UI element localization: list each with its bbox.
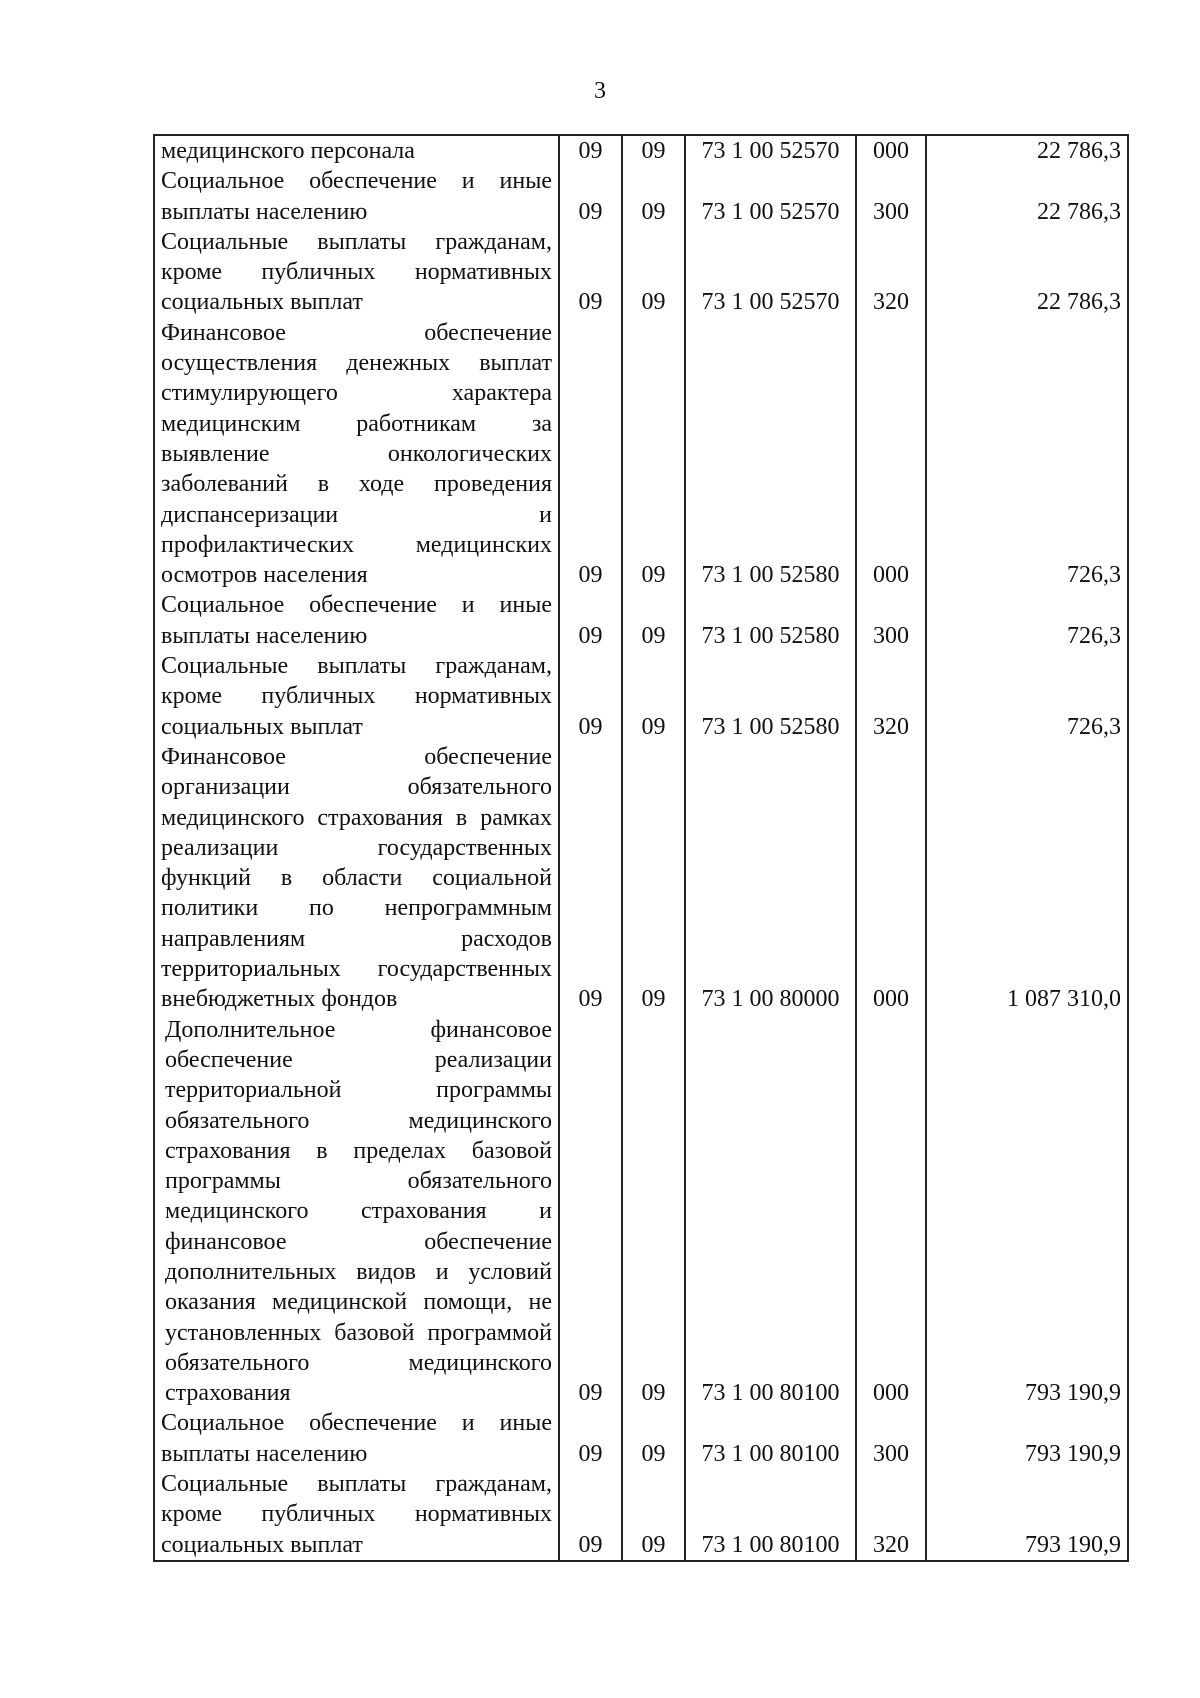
row-vr: 000 <box>856 318 926 591</box>
row-amount: 22 786,3 <box>926 166 1128 227</box>
row-name: Социальное обеспечение и иные выплаты населению <box>154 1408 559 1469</box>
row-pr: 09 <box>622 318 685 591</box>
row-pr: 09 <box>622 1408 685 1469</box>
row-amount: 793 190,9 <box>926 1469 1128 1561</box>
row-amount: 22 786,3 <box>926 227 1128 318</box>
row-name: Социальные выплаты гражданам, кроме публичных нормативных социальных выплат <box>154 227 559 318</box>
table-row <box>154 227 1128 318</box>
row-csr: 73 1 00 52580 <box>685 651 856 742</box>
table-row <box>154 590 1128 651</box>
row-rz: 09 <box>559 742 622 1015</box>
row-vr: 000 <box>856 742 926 1015</box>
table-row <box>154 1015 1128 1409</box>
budget-table <box>153 134 1129 1562</box>
row-pr: 09 <box>622 166 685 227</box>
row-rz: 09 <box>559 1469 622 1561</box>
row-csr: 73 1 00 80000 <box>685 742 856 1015</box>
row-name: Социальное обеспечение и иные выплаты населению <box>154 166 559 227</box>
row-amount: 22 786,3 <box>926 135 1128 166</box>
table-row <box>154 166 1128 227</box>
row-rz: 09 <box>559 227 622 318</box>
row-rz: 09 <box>559 166 622 227</box>
row-rz: 09 <box>559 318 622 591</box>
row-name: Финансовое обеспечение организации обязательного медицинского страхования в рамках реализации государственных функций в области социальной политики по непрограммным направлениям расходов территориальных государственных внебюджетных фондов <box>154 742 559 1015</box>
row-csr: 73 1 00 52570 <box>685 227 856 318</box>
row-name: Социальное обеспечение и иные выплаты населению <box>154 590 559 651</box>
row-rz: 09 <box>559 1015 622 1409</box>
row-vr: 320 <box>856 651 926 742</box>
page-number: 3 <box>594 78 606 104</box>
row-pr: 09 <box>622 227 685 318</box>
row-rz: 09 <box>559 1408 622 1469</box>
row-csr: 73 1 00 52570 <box>685 166 856 227</box>
row-vr: 300 <box>856 590 926 651</box>
row-rz: 09 <box>559 135 622 166</box>
row-vr: 000 <box>856 135 926 166</box>
row-vr: 300 <box>856 1408 926 1469</box>
table-row <box>154 651 1128 742</box>
row-pr: 09 <box>622 135 685 166</box>
row-amount: 793 190,9 <box>926 1015 1128 1409</box>
row-rz: 09 <box>559 651 622 742</box>
row-pr: 09 <box>622 1469 685 1561</box>
row-vr: 320 <box>856 1469 926 1561</box>
table-row <box>154 135 1128 166</box>
row-pr: 09 <box>622 742 685 1015</box>
row-name: медицинского персонала <box>154 135 559 166</box>
row-name: Дополнительное финансовое обеспечение реализации территориальной программы обязательного медицинского страхования в пределах базовой программы обязательного медицинского страхования и финансовое обеспечение дополнительных видов и условий оказания медицинской помощи, не установленных базовой программой обязательного медицинского страхования <box>154 1015 559 1409</box>
table-row <box>154 742 1128 1015</box>
row-rz: 09 <box>559 590 622 651</box>
row-amount: 726,3 <box>926 318 1128 591</box>
row-amount: 1 087 310,0 <box>926 742 1128 1015</box>
row-amount: 726,3 <box>926 651 1128 742</box>
table-row <box>154 1469 1128 1561</box>
row-name: Социальные выплаты гражданам, кроме публичных нормативных социальных выплат <box>154 1469 559 1561</box>
row-name: Социальные выплаты гражданам, кроме публичных нормативных социальных выплат <box>154 651 559 742</box>
row-amount: 793 190,9 <box>926 1408 1128 1469</box>
row-pr: 09 <box>622 1015 685 1409</box>
table-row <box>154 1408 1128 1469</box>
table-row <box>154 318 1128 591</box>
row-amount: 726,3 <box>926 590 1128 651</box>
row-pr: 09 <box>622 590 685 651</box>
row-csr: 73 1 00 80100 <box>685 1408 856 1469</box>
row-vr: 000 <box>856 1015 926 1409</box>
row-csr: 73 1 00 80100 <box>685 1469 856 1561</box>
row-csr: 73 1 00 52580 <box>685 590 856 651</box>
row-pr: 09 <box>622 651 685 742</box>
row-vr: 320 <box>856 227 926 318</box>
row-csr: 73 1 00 80100 <box>685 1015 856 1409</box>
row-name: Финансовое обеспечение осуществления денежных выплат стимулирующего характера медицинским работникам за выявление онкологических заболеваний в ходе проведения диспансеризации и профилактических медицинских осмотров населения <box>154 318 559 591</box>
row-csr: 73 1 00 52580 <box>685 318 856 591</box>
row-vr: 300 <box>856 166 926 227</box>
row-csr: 73 1 00 52570 <box>685 135 856 166</box>
